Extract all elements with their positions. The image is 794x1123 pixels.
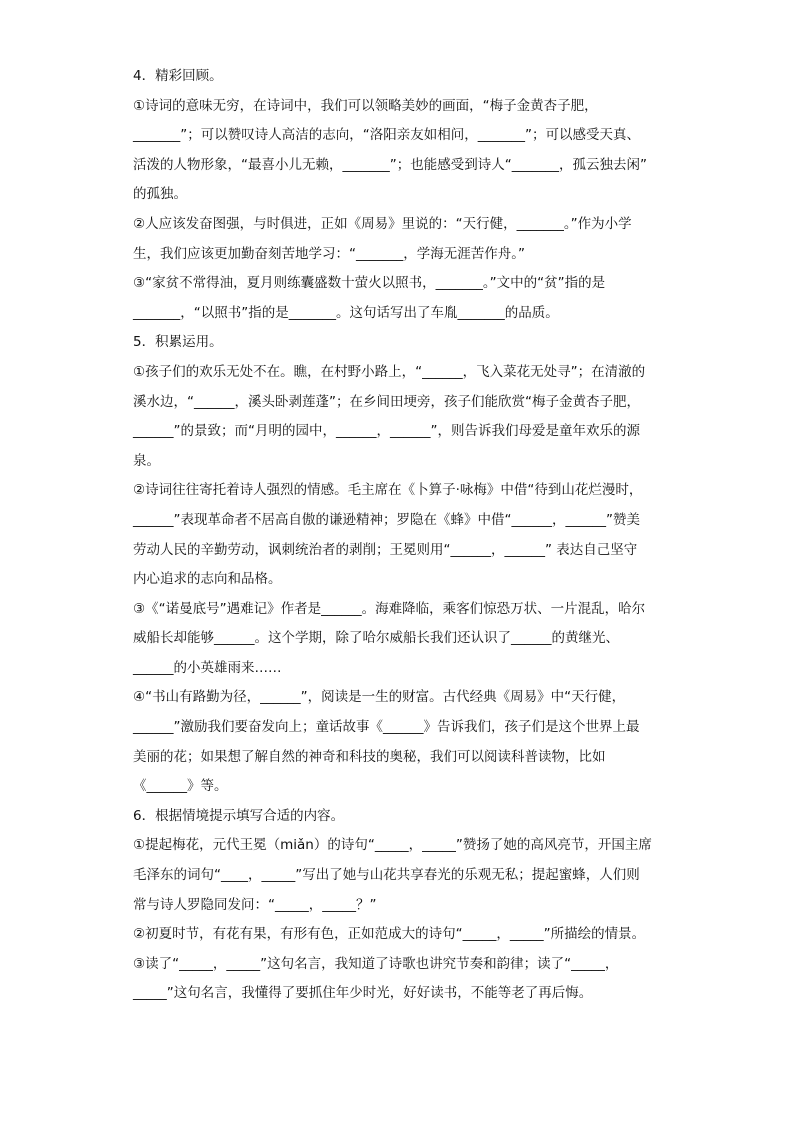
text-line: ③“家贫不常得油，夏月则练囊盛数十萤火以照书，_______。”文中的“贫”指的是 bbox=[133, 275, 606, 292]
text-line: 毛泽东的词句“____，_____”写出了她与山花共享春光的乐观无私；提起蜜蜂，人们则 bbox=[133, 867, 640, 884]
text-line: ③《“诺曼底号”遇难记》作者是______。海难降临，乘客们惊恐万状、一片混乱，哈尔 bbox=[133, 600, 646, 617]
text-line: ①提起梅花，元代王冕（miǎn）的诗句“_____，_____”赞扬了她的高风亮节，开国主席 bbox=[133, 837, 652, 854]
section-4-heading: 4．精彩回顾。 bbox=[133, 68, 223, 84]
text-line: 劳动人民的辛勤劳动，讽刺统治者的剥削；王冕则用“______，______” 表达自己坚守 bbox=[133, 541, 638, 558]
text-line: 内心追求的志向和品格。 bbox=[133, 571, 282, 588]
section-6-heading: 6．根据情境提示填写合适的内容。 bbox=[133, 807, 345, 824]
text-line: 威船长却能够______。这个学期，除了哈尔威船长我们还认识了______的黄继光、 bbox=[133, 630, 619, 647]
text-line: _______，“以照书”指的是_______。这句话写出了车胤_______的品质。 bbox=[133, 304, 559, 321]
text-line: 常与诗人罗隐同发问：“_____，_____？” bbox=[133, 896, 377, 913]
text-line: ①孩子们的欢乐无处不在。瞧，在村野小路上，“______，飞入菜花无处寻”；在清澈的 bbox=[133, 363, 646, 380]
text-line: ______”激励我们要奋发向上；童话故事《______》告诉我们，孩子们是这个世界上最 bbox=[133, 719, 640, 736]
text-line: ②人应该发奋图强，与时俱进，正如《周易》里说的：“天行健，_______。”作为小学 bbox=[133, 215, 632, 232]
text-line: ②诗词往往寄托着诗人强烈的情感。毛主席在《卜算子·咏梅》中借“待到山花烂漫时， bbox=[133, 482, 643, 499]
text-line: 泉。 bbox=[133, 452, 160, 469]
text-line: ②初夏时节，有花有果，有形有色，正如范成大的诗句“_____，_____”所描绘的情景。 bbox=[133, 926, 646, 943]
worksheet-page bbox=[133, 62, 673, 1009]
text-line: ______”的景致；而“月明的园中，______，______”，则告诉我们母爱是童年欢乐的源 bbox=[133, 423, 640, 440]
text-line: 活泼的人物形象，“最喜小儿无赖，_______”；也能感受到诗人“_______，孤云独去闲” bbox=[133, 156, 647, 173]
text-line: 《______》等。 bbox=[133, 778, 228, 795]
text-line: ①诗词的意味无穷，在诗词中，我们可以领略美妙的画面，“梅子金黄杏子肥， bbox=[133, 97, 598, 114]
text-line: 溪水边，“______，溪头卧剥莲蓬”；在乡间田埂旁，孩子们能欣赏“梅子金黄杏子肥， bbox=[133, 393, 640, 410]
text-line: ______”表现革命者不居高自傲的谦逊精神；罗隐在《蜂》中借“______，______”赞美 bbox=[133, 511, 640, 528]
section-5-heading: 5．积累运用。 bbox=[133, 334, 223, 351]
text-line: 美丽的花；如果想了解自然的神奇和科技的奥秘，我们可以阅读科普读物，比如 bbox=[133, 748, 606, 765]
text-line: 生，我们应该更加勤奋刻苦地学习：“_______，学海无涯苦作舟。” bbox=[133, 245, 525, 262]
text-line: 的孤独。 bbox=[133, 186, 187, 203]
text-line: ④“书山有路勤为径，______”，阅读是一生的财富。古代经典《周易》中“天行健， bbox=[133, 689, 626, 706]
text-line: ③读了“_____，_____”这句名言，我知道了诗歌也讲究节奏和韵律；读了“_____， bbox=[133, 955, 619, 972]
text-line: _______”；可以赞叹诗人高洁的志向，“洛阳亲友如相问，_______”；可以感受天真、 bbox=[133, 127, 640, 144]
text-line: ______的小英雄雨来…… bbox=[133, 659, 282, 676]
text-line: _____”这句名言，我懂得了要抓住年少时光，好好读书，不能等老了再后悔。 bbox=[133, 985, 593, 1002]
